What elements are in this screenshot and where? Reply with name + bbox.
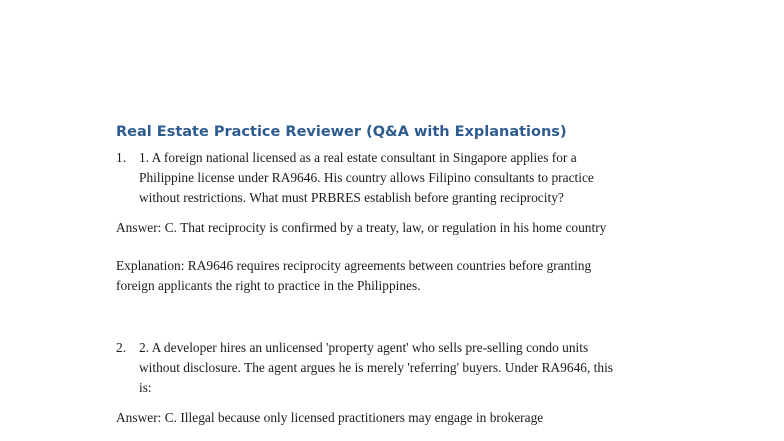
explanation-1-line-2: foreign applicants the right to practice in the Philippines. [116,278,421,293]
question-2-text [139,338,659,398]
question-2-line-1: 2. A developer hires an unlicensed 'property agent' who sells pre-selling condo units [139,340,589,355]
question-1-line-3: without restrictions. What must PRBRES establish before granting reciprocity? [139,190,564,205]
question-1-line-1: 1. A foreign national licensed as a real estate consultant in Singapore applies for a [139,150,577,165]
question-2-number: 2. [116,340,127,355]
question-2-line-3: is: [139,380,152,395]
document-title: Real Estate Practice Reviewer (Q&A with Explanations) [116,124,567,140]
explanation-1-line-1: Explanation: RA9646 requires reciprocity agreements between countries before granting [116,258,592,273]
explanation-1 [116,256,676,296]
question-2-line-2: without disclosure. The agent argues he is merely 'referring' buyers. Under RA9646, this [139,360,614,375]
answer-2: Answer: C. Illegal because only licensed practitioners may engage in brokerage [116,410,544,425]
question-1-text [139,148,659,208]
question-1-number: 1. [116,150,127,165]
question-1-line-2: Philippine license under RA9646. His country allows Filipino consultants to practice [139,170,594,185]
answer-1: Answer: C. That reciprocity is confirmed by a treaty, law, or regulation in his home country [116,220,607,235]
